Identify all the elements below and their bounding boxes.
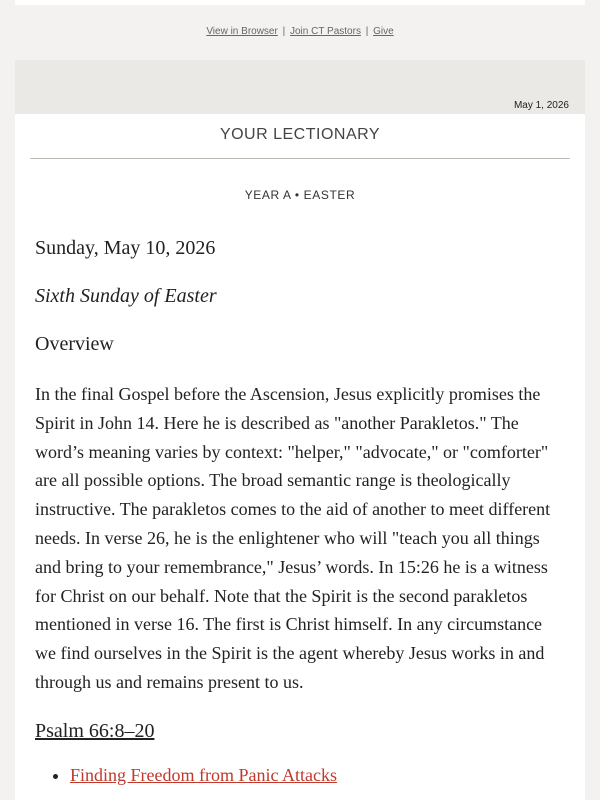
psalm-reading-link[interactable]: Psalm 66:8–20 [35, 719, 155, 742]
preheader-links [0, 26, 600, 37]
liturgical-season: YEAR A • EASTER [244, 188, 356, 202]
lectionary-content [35, 236, 565, 787]
overview-paragraph: In the final Gospel before the Ascension, Jesus explicitly promises the Spirit in John 14. Here he is described as "another Parakletos." The word’s meaning varies by context: "helper," "advocate," or "comforter" are all possible options. The broad semantic range is theologically instructive. The parakletos comes to the aid of another to meet different needs. In verse 26, he is the enlightener who will "teach you all things and bring to your remembrance," Jesus’ words. In 15:26 he is a witness for Christ on our behalf. Note that the Spirit is the second parakletos mentioned in verse 16. The first is Christ himself. In any circumstance we find ourselves in the Spirit is the agent whereby Jesus works in and through us and remains present to us. [35, 384, 551, 692]
resource-link[interactable]: Finding Freedom from Panic Attacks [70, 764, 337, 785]
title-divider [30, 158, 570, 159]
join-ct-pastors-link[interactable]: Join CT Pastors [290, 26, 361, 37]
lectionary-title: YOUR LECTIONARY [219, 126, 381, 143]
sunday-date: Sunday, May 10, 2026 [35, 237, 216, 259]
link-separator: | [282, 26, 286, 37]
top-strip [15, 0, 585, 5]
view-in-browser-link[interactable]: View in Browser [206, 26, 278, 37]
give-link[interactable]: Give [373, 26, 394, 37]
resource-list [35, 763, 565, 787]
list-item [70, 763, 565, 787]
issue-date: May 1, 2026 [513, 100, 569, 111]
lectionary-card [15, 114, 585, 800]
occasion-title: Sixth Sunday of Easter [35, 285, 217, 307]
section-heading: Overview [35, 333, 114, 355]
link-separator: | [365, 26, 369, 37]
header-banner [15, 60, 585, 114]
